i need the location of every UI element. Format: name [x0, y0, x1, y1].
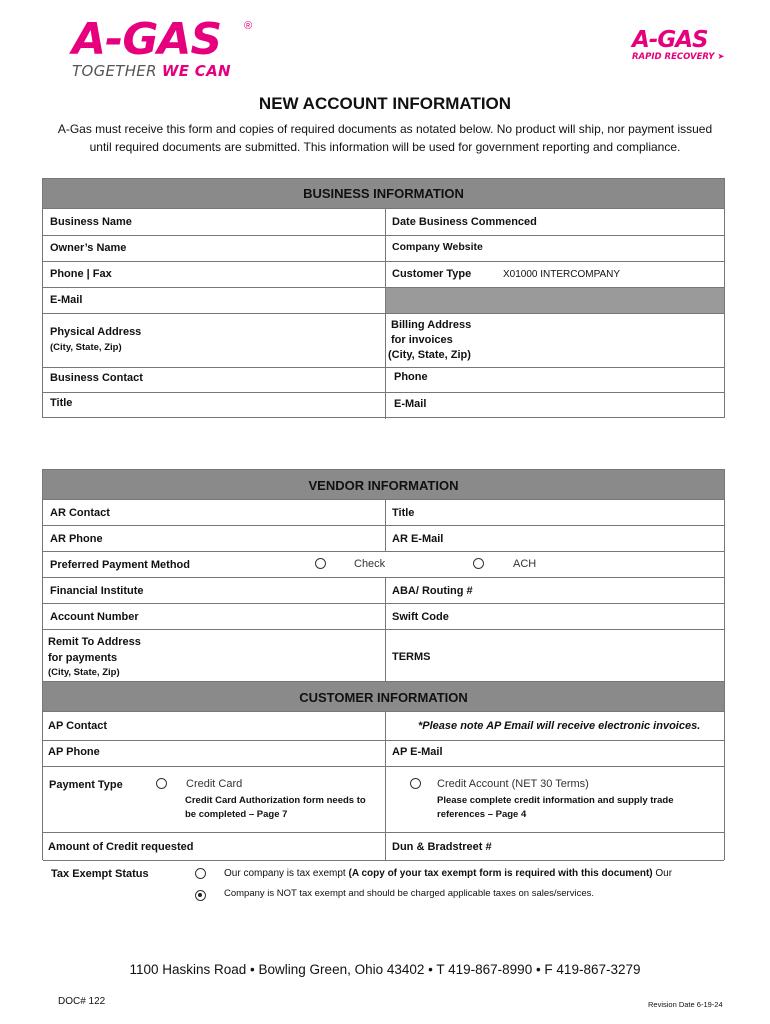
billing-address-label-2: for invoices — [391, 334, 453, 346]
amount-credit-label: Amount of Credit requested — [48, 841, 194, 853]
credit-account-radio[interactable] — [410, 778, 421, 789]
credit-account-option-label: Credit Account (NET 30 Terms) — [437, 778, 589, 790]
email-label: E-Mail — [50, 294, 83, 306]
tagline — [72, 62, 231, 80]
company-website-label: Company Website — [392, 241, 483, 253]
ap-phone-label: AP Phone — [48, 746, 100, 758]
business-contact-label: Business Contact — [50, 372, 143, 384]
intro-text: A-Gas must receive this form and copies of required documents as notated below. No product will ship, nor payment issued until required documents are submitted. This information will be used for government reporting and compliance. — [57, 122, 713, 154]
business-section — [42, 178, 725, 418]
billing-address-label-3: (City, State, Zip) — [388, 349, 471, 361]
remit-address-label-2: for payments — [48, 652, 118, 664]
tax-exempt-label: Tax Exempt Status — [51, 868, 149, 880]
credit-card-note: Credit Card Authorization form needs to — [185, 795, 366, 806]
customer-section — [42, 681, 725, 860]
revision-date: Revision Date 6-19-24 — [648, 1000, 723, 1009]
tax-exempt-requirement: (A copy of your tax exempt form is required with this document) — [348, 868, 653, 879]
a-gas-logo: A-GAS — [72, 14, 222, 65]
email2-label: E-Mail — [394, 398, 427, 410]
phone-label: Phone — [394, 371, 428, 383]
tagline-part2: WE CAN — [161, 62, 231, 80]
ach-radio[interactable] — [473, 558, 484, 569]
check-option-label: Check — [354, 558, 386, 570]
remit-address-sublabel: (City, State, Zip) — [48, 667, 120, 678]
remit-address-label: Remit To Address — [48, 636, 141, 648]
not-tax-exempt-option: Company is NOT tax exempt and should be charged applicable taxes on sales/services. — [224, 888, 594, 899]
phone-fax-label: Phone | Fax — [50, 268, 112, 280]
customer-type-label: Customer Type — [392, 268, 472, 280]
vendor-heading: VENDOR INFORMATION — [43, 470, 724, 500]
arrow-icon: ➤ — [717, 52, 725, 62]
credit-card-note-2: be completed – Page 7 — [185, 809, 288, 820]
credit-account-note: Please complete credit information and supply trade — [437, 795, 674, 806]
financial-institute-label: Financial Institute — [50, 585, 144, 597]
customer-heading: CUSTOMER INFORMATION — [43, 682, 724, 712]
ar-contact-label: AR Contact — [50, 507, 110, 519]
ach-option-label: ACH — [513, 558, 537, 570]
not-tax-exempt-radio[interactable] — [195, 890, 206, 901]
tax-exempt-radio[interactable] — [195, 868, 206, 879]
vendor-title-label: Title — [392, 507, 415, 519]
terms-label: TERMS — [392, 651, 431, 663]
ap-email-note: *Please note AP Email will receive electronic invoices. — [418, 720, 701, 732]
account-number-label: Account Number — [50, 611, 139, 623]
tax-exempt-option: Our company is tax exempt (A copy of your tax exempt form is required with this document) Our — [224, 868, 673, 879]
customer-type-value[interactable]: X01000 INTERCOMPANY — [503, 269, 621, 280]
registered-mark: ® — [244, 20, 253, 32]
footer-address: 1100 Haskins Road • Bowling Green, Ohio 43402 • T 419-867-8990 • F 419-867-3279 — [129, 962, 641, 977]
ap-contact-label: AP Contact — [48, 720, 108, 732]
physical-address-sublabel: (City, State, Zip) — [50, 342, 122, 353]
check-radio[interactable] — [315, 558, 326, 569]
owners-name-label: Owner’s Name — [50, 242, 127, 254]
billing-address-label: Billing Address — [391, 319, 472, 331]
doc-number: DOC# 122 — [58, 996, 106, 1007]
rapid-recovery-logo: A-GAS — [632, 27, 708, 53]
rapid-recovery-subtitle: RAPID RECOVERY ➤ — [632, 52, 725, 62]
credit-account-note-2: references – Page 4 — [437, 809, 527, 820]
email-gray-field — [386, 288, 724, 313]
tagline-part1: TOGETHER — [72, 62, 157, 80]
business-heading: BUSINESS INFORMATION — [43, 179, 724, 209]
dun-bradstreet-label: Dun & Bradstreet # — [392, 841, 492, 853]
swift-code-label: Swift Code — [392, 611, 449, 623]
business-name-label: Business Name — [50, 216, 132, 228]
title-label: Title — [50, 397, 73, 409]
credit-card-option-label: Credit Card — [186, 778, 243, 790]
ap-email-label: AP E-Mail — [392, 746, 443, 758]
credit-card-radio[interactable] — [156, 778, 167, 789]
payment-type-label: Payment Type — [49, 779, 123, 791]
physical-address-label: Physical Address — [50, 326, 142, 338]
ar-email-label: AR E-Mail — [392, 533, 444, 545]
preferred-payment-label: Preferred Payment Method — [50, 559, 190, 571]
date-commenced-label: Date Business Commenced — [392, 216, 537, 228]
aba-routing-label: ABA/ Routing # — [392, 585, 473, 597]
page-title: NEW ACCOUNT INFORMATION — [258, 94, 512, 113]
ar-phone-label: AR Phone — [50, 533, 103, 545]
vendor-section — [42, 469, 725, 682]
